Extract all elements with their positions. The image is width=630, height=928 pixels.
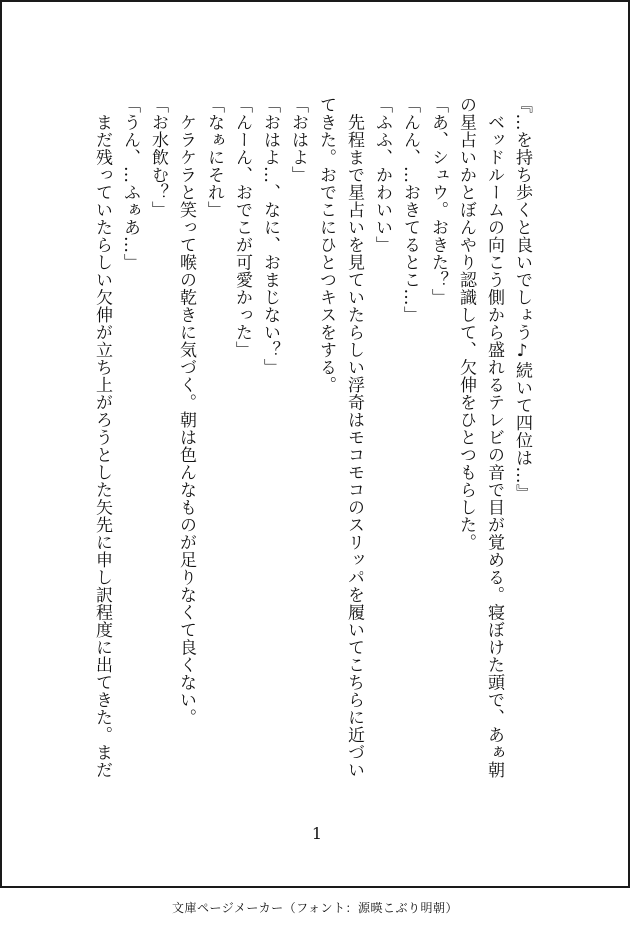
text-line: ベッドルームの向こう側から盛れるテレビの音で目が覚める。寝ぼけた頭で、あぁ朝 — [484, 96, 504, 779]
text-line: てきた。おでこにひとつキスをする。 — [316, 96, 336, 394]
footer-credit: 文庫ページメーカー（フォント：源暎こぶり明朝） — [171, 901, 459, 915]
text-line: まだ残っていたらしい欠伸が立ち上がろうとした矢先に申し訳程度に出てきた。まだ — [92, 96, 112, 779]
text-line: 「んーん、おでこが可愛かった」 — [232, 96, 252, 359]
text-line: 「んん、…おきてるとこ…」 — [400, 96, 420, 324]
text-line: 先程まで星占いを見ていたらしい浮奇はモコモコのスリッパを履いてこちらに近づい — [344, 96, 364, 779]
text-line: 「なぁにそれ」 — [204, 96, 224, 219]
text-line: 『…を持ち歩くと良いでしょう♪続いて四位は…』 — [512, 96, 532, 502]
text-line: 「ふふ、かわいい」 — [372, 96, 392, 254]
text-line: 「おはよ…、なに、おまじない？」 — [260, 96, 280, 376]
text-line: 「うん、…ふぁあ…」 — [120, 96, 140, 271]
text-line: 「あ、シュウ。おきた？」 — [428, 96, 448, 306]
text-line: ケラケラと笑って喉の乾きに気づく。朝は色んなものが足りなくて良くない。 — [176, 96, 196, 726]
text-line: 「おはよ」 — [288, 96, 308, 184]
page-number: 1 — [311, 824, 323, 843]
vertical-text-body — [88, 96, 536, 796]
text-line: の星占いかとぼんやり認識して、欠伸をひとつもらした。 — [456, 96, 476, 551]
text-line: 「お水飲む？」 — [148, 96, 168, 219]
